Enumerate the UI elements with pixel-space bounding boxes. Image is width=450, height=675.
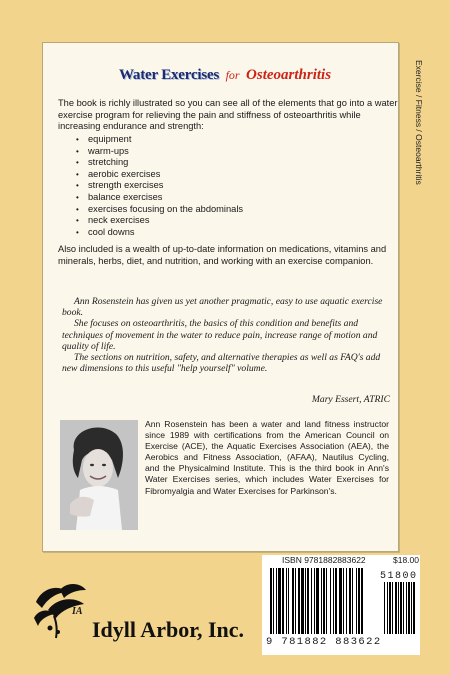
intro-paragraph: The book is richly illustrated so you can see all of the elements that go into a water exercise program for relieving the pain and stiffness of osteoarthritis while increasing endurance and strength: — [58, 98, 398, 132]
list-item: • strength exercises — [78, 180, 378, 192]
price-label: $18.00 — [393, 555, 419, 565]
spine-category-text: Exercise / Fitness / Osteoarthritis — [414, 60, 424, 185]
list-item: • balance exercises — [78, 192, 378, 204]
tree-logo-icon — [28, 580, 98, 640]
quote-attribution: Mary Essert, ATRIC — [311, 394, 390, 405]
logo-initials: IA — [72, 606, 83, 617]
list-item: • neck exercises — [78, 215, 378, 227]
book-title — [0, 66, 450, 84]
also-included-paragraph: Also included is a wealth of up-to-date information on medications, vitamins and minerals, herbs, diet, and nutrition, and working with an exercise companion. — [58, 244, 387, 266]
spine-category — [409, 60, 429, 260]
exercise-list — [78, 134, 378, 238]
review-quote — [62, 296, 392, 374]
addon-digits: 51800 — [380, 571, 418, 582]
title-subject: Osteoarthritis — [246, 67, 332, 83]
isbn-label: ISBN 9781882883622 — [282, 555, 366, 565]
barcode-bars — [270, 568, 416, 638]
publisher-name: Idyll Arbor, Inc. — [92, 617, 245, 642]
list-item: • exercises focusing on the abdominals — [78, 204, 378, 216]
list-item: • cool downs — [78, 227, 378, 239]
list-item: • aerobic exercises — [78, 169, 378, 181]
author-photo — [60, 420, 138, 530]
title-connector: for — [225, 68, 240, 82]
list-item: • warm-ups — [78, 146, 378, 158]
quote-paragraph: The sections on nutrition, safety, and alternative therapies as well as FAQ's add new dimensions to this useful "help yourself" volume. — [62, 352, 381, 375]
author-bio: Ann Rosenstein has been a water and land fitness instructor since 1989 with certifications from the American Council on Exercise (ACE), the Aquatic Exercises Association (AEA), the Aerobics and Fitness Association, (AFAA), Nautilus Cycling, and the Physicalmind Institute. This is the third book in Ann's Water Exercises series, which includes Water Exercises for Fibromyalgia and Water Exercises for Parkinson's. — [145, 419, 389, 496]
list-item: • equipment — [78, 134, 378, 146]
quote-paragraph: She focuses on osteoarthritis, the basics of this condition and benefits and techniques of movement in the water to reduce pain, increase range of motion and quality of life. — [62, 318, 378, 352]
list-item: • stretching — [78, 157, 378, 169]
barcode-digits: 9 781882 883622 — [266, 636, 382, 648]
quote-paragraph: Ann Rosenstein has given us yet another pragmatic, easy to use aquatic exercise book. — [62, 296, 383, 319]
title-main: Water Exercises — [118, 67, 220, 83]
